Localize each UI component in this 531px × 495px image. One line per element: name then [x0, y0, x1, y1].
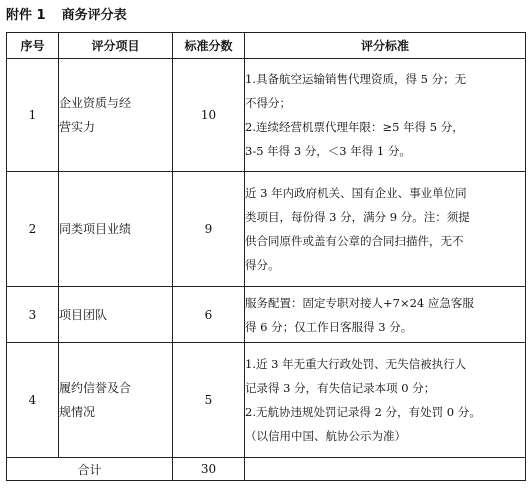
total-criteria [245, 458, 526, 481]
criteria-line: 服务配置：固定专职对接人+7×24 应急客服 [245, 295, 474, 310]
criteria-line: 得分。 [245, 258, 280, 272]
item-line: 同类项目业绩 [59, 222, 132, 236]
total-score: 30 [173, 458, 245, 481]
table-row [7, 287, 526, 343]
table-row [7, 172, 526, 287]
row-criteria [245, 287, 526, 343]
item-line: 营实力 [59, 120, 96, 134]
criteria-line: 2.无航协违规处罚记录得 2 分，有处罚 0 分。 [245, 405, 481, 419]
item-line: 规情况 [59, 405, 96, 419]
row-score: 10 [173, 59, 245, 172]
header-item: 评分项目 [59, 33, 173, 59]
criteria-line: 供合同原件或盖有公章的合同扫描件，无不 [245, 234, 464, 248]
criteria-line: （以信用中国、航协公示为准） [245, 429, 406, 443]
document-title [6, 4, 127, 23]
criteria-line: 1.具备航空运输销售代理资质，得 5 分；无 [245, 72, 467, 86]
row-no: 4 [7, 343, 59, 458]
row-no: 3 [7, 287, 59, 343]
item-line: 履约信誉及合 [59, 381, 132, 395]
row-criteria [245, 343, 526, 458]
scoring-table [6, 32, 526, 481]
table-row [7, 343, 526, 458]
attachment-label: 附件 1 [6, 8, 46, 23]
row-score: 9 [173, 172, 245, 287]
row-item [59, 172, 173, 287]
row-criteria [245, 59, 526, 172]
row-criteria [245, 172, 526, 287]
row-score: 6 [173, 287, 245, 343]
table-row [7, 59, 526, 172]
row-item [59, 287, 173, 343]
item-line: 企业资质与经 [59, 96, 132, 110]
criteria-line: 1.近 3 年无重大行政处罚、无失信被执行人 [245, 357, 467, 371]
criteria-line: 记录得 3 分，有失信记录本项 0 分； [245, 381, 436, 395]
row-item [59, 343, 173, 458]
row-no: 2 [7, 172, 59, 287]
total-label: 合计 [7, 458, 173, 481]
row-no: 1 [7, 59, 59, 172]
header-criteria: 评分标准 [245, 33, 526, 59]
criteria-line: 类项目，每份得 3 分，满分 9 分。注：须提 [245, 210, 470, 224]
table-header-row [7, 33, 526, 59]
header-score: 标准分数 [173, 33, 245, 59]
criteria-line: 近 3 年内政府机关、国有企业、事业单位同 [245, 186, 467, 200]
criteria-line: 3-5 年得 3 分，＜3 年得 1 分。 [245, 144, 411, 158]
table-total-row [7, 458, 526, 481]
item-line: 项目团队 [59, 307, 108, 322]
criteria-line: 得 6 分；仅工作日客服得 3 分。 [245, 319, 413, 334]
criteria-line: 不得分； [245, 96, 291, 110]
header-no: 序号 [7, 33, 59, 59]
row-item [59, 59, 173, 172]
row-score: 5 [173, 343, 245, 458]
criteria-line: 2.连续经营机票代理年限：≥5 年得 5 分， [245, 120, 464, 134]
table-title: 商务评分表 [61, 8, 127, 23]
